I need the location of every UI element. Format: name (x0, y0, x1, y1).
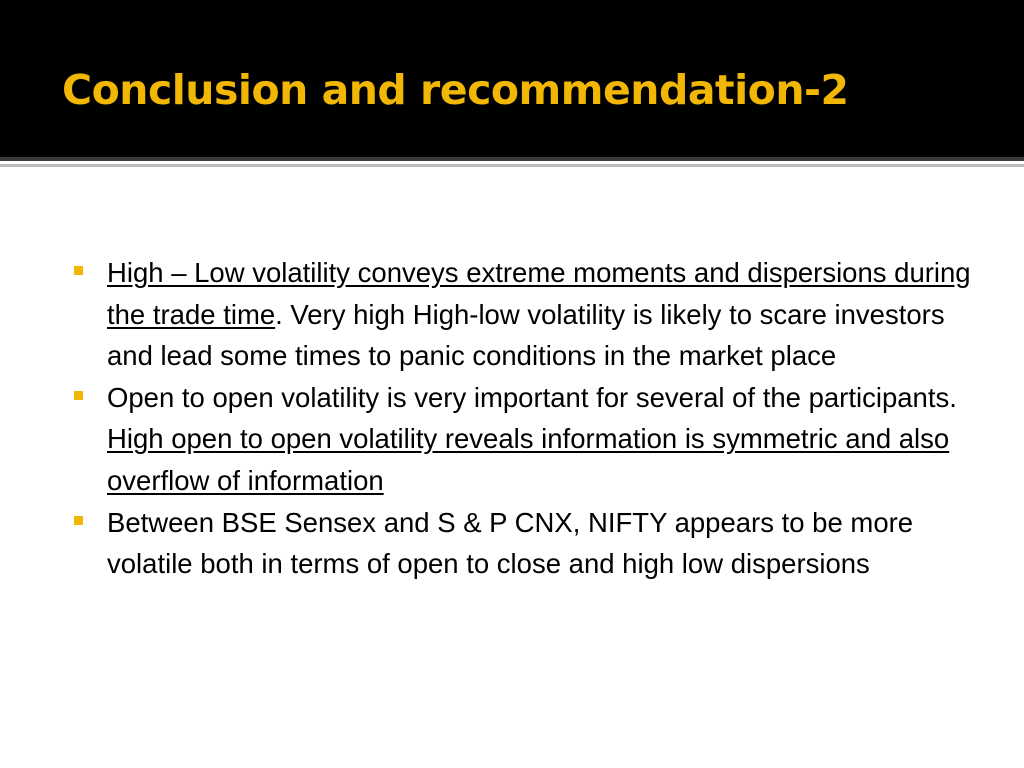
bullet-item-2 (72, 377, 972, 502)
title-bar (0, 0, 1024, 157)
bullet-1-underlined-text: High – Low volatility conveys extreme moments and dispersions during the trade time (107, 257, 971, 330)
square-bullet-icon (74, 391, 83, 400)
header-divider-light (0, 164, 1024, 167)
bullet-2-text: Open to open volatility is very important for several of the participants. (107, 381, 957, 413)
bullet-1-text: . Very high High-low volatility is likely to scare investors and lead some times to panic conditions in the market place (107, 298, 945, 372)
header-divider-dark (0, 157, 1024, 161)
square-bullet-icon (74, 266, 83, 275)
bullet-list (72, 252, 972, 585)
bullet-item-1 (72, 252, 972, 377)
bullet-item-3 (72, 502, 972, 585)
slide-title: Conclusion and recommendation-2 (62, 66, 849, 114)
bullet-3-text: Between BSE Sensex and S & P CNX, NIFTY appears to be more volatile both in terms of open to close and high low dispersions (107, 506, 914, 580)
bullet-2-underlined-text: High open to open volatility reveals information is symmetric and also overflow of information (107, 423, 950, 496)
square-bullet-icon (74, 516, 83, 525)
